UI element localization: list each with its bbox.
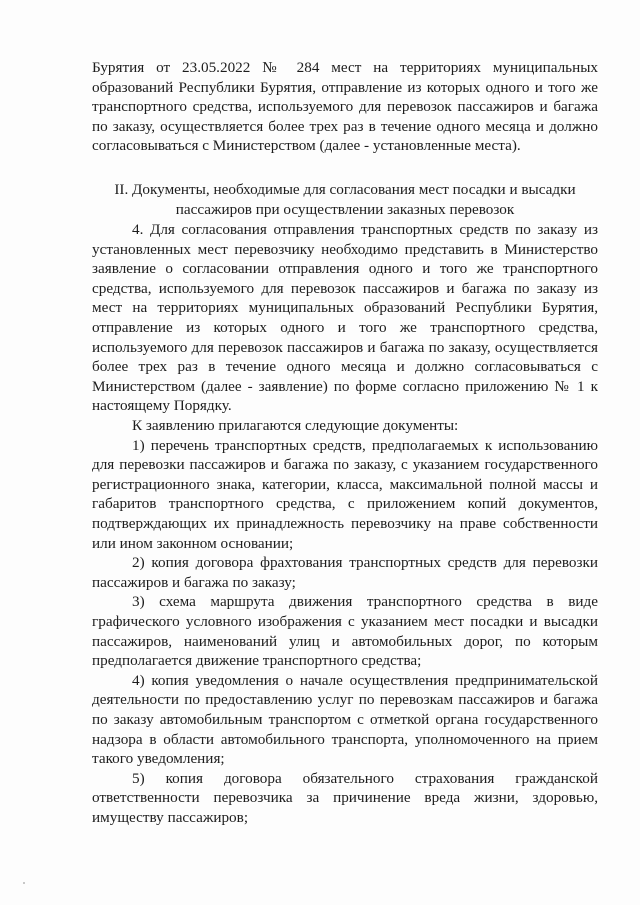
list-item: 4) копия уведомления о начале осуществления предпринимательской деятельности по предоставлению услуг по перевозкам пассажиров и багажа по заказу автомобильным транспортом с отметкой органа государственного надзора в области автомобильного транспорта, уполномоченного на прием такого уведомления; — [92, 671, 598, 768]
list-item: 2) копия договора фрахтования транспортных средств для перевозки пассажиров и багажа по заказу; — [92, 554, 598, 591]
section-heading: II. Документы, необходимые для согласования мест посадки и высадки пассажиров при осуществлении заказных перевозок — [114, 181, 576, 218]
paragraph-4: 4. Для согласования отправления транспортных средств по заказу из установленных мест перевозчику необходимо представить в Министерство заявление о согласовании отправления одного и того же транспортного средства, используемого для перевозок пассажиров и багажа по заказу из мест на территориях муниципальных образований Республики Бурятия, отправление из которых одного и того же транспортного средства, используемого для перевозок пассажиров и багажа по заказу, осуществляется более трех раз в течение одного месяца и должно согласовываться с Министерством (далее - заявление) по форме согласно приложению № 1 к настоящему Порядку. — [92, 221, 598, 415]
list-item: 5) копия договора обязательного страхования гражданской ответственности перевозчика за причинение вреда жизни, здоровью, имуществу пассажиров; — [92, 769, 598, 826]
attachments-intro: К заявлению прилагаются следующие документы: — [132, 417, 459, 434]
list-item: 3) схема маршрута движения транспортного средства в виде графического условного изображения с указанием мест посадки и высадки пассажиров, наименований улиц и автомобильных дорог, по которым предполагается движение транспортного средства; — [92, 593, 598, 670]
intro-paragraph-block — [92, 58, 598, 156]
scan-speck — [23, 882, 25, 884]
intro-paragraph: Бурятия от 23.05.2022 № 284 мест на территориях муниципальных образований Республики Бурятия, отправление из которых одного и того же транспортного средства, используемого для перевозок пассажиров и багажа по заказу, осуществляется более трех раз в течение одного месяца и должно согласовываться с Министерством (далее - установленные места). — [92, 59, 598, 155]
attachments-list — [92, 416, 598, 827]
paragraph-4-block — [92, 220, 598, 416]
list-item: 1) перечень транспортных средств, предполагаемых к использованию для перевозки пассажиров и багажа по заказу, с указанием государственного регистрационного знака, категории, класса, максимальной полной массы и габаритов транспортного средства, с приложением копий документов, подтверждающих их принадлежность перевозчику на праве собственности или ином законном основании; — [92, 436, 598, 552]
